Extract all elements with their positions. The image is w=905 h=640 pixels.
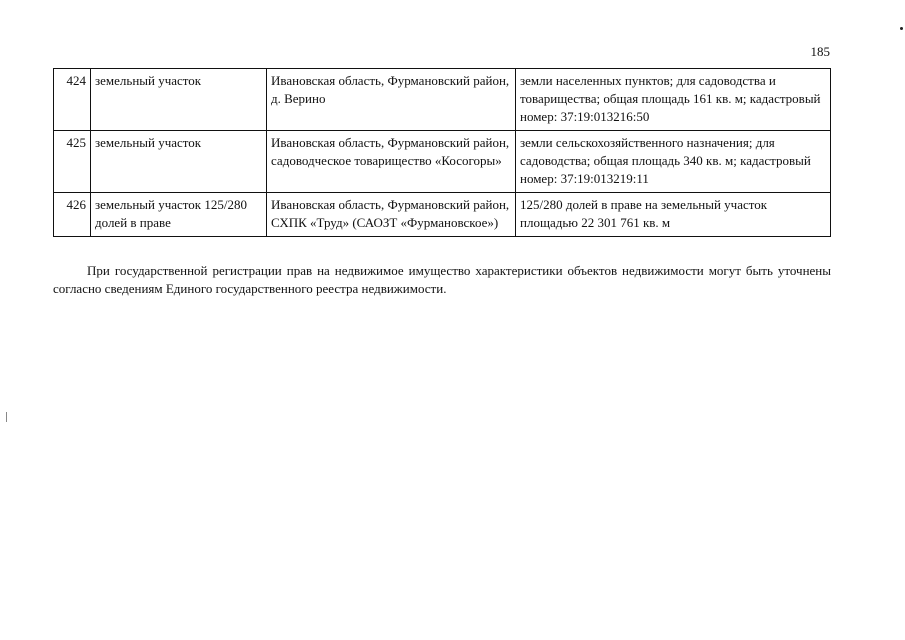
table-row bbox=[54, 131, 831, 193]
object-type: земельный участок bbox=[91, 131, 267, 193]
table-row bbox=[54, 193, 831, 237]
property-table bbox=[53, 68, 831, 237]
page-number: 185 bbox=[810, 44, 830, 59]
row-number: 425 bbox=[54, 131, 91, 193]
scan-speck bbox=[900, 27, 903, 30]
object-type: земельный участок bbox=[91, 69, 267, 131]
object-address: Ивановская область, Фурмановский район, д. Верино bbox=[267, 69, 516, 131]
object-description: земли сельскохозяйственного назначения; для садоводства; общая площадь 340 кв. м; кадастровый номер: 37:19:013219:11 bbox=[516, 131, 831, 193]
row-number: 426 bbox=[54, 193, 91, 237]
row-number: 424 bbox=[54, 69, 91, 131]
object-address: Ивановская область, Фурмановский район, СХПК «Труд» (САОЗТ «Фурмановское») bbox=[267, 193, 516, 237]
table-row bbox=[54, 69, 831, 131]
registration-note: При государственной регистрации прав на недвижимое имущество характеристики объектов недвижимости могут быть уточнены согласно сведениям Единого государственного реестра недвижимости. bbox=[53, 263, 831, 296]
object-description: 125/280 долей в праве на земельный участок площадью 22 301 761 кв. м bbox=[516, 193, 831, 237]
scan-mark bbox=[6, 412, 7, 422]
object-address: Ивановская область, Фурмановский район, садоводческое товарищество «Косогоры» bbox=[267, 131, 516, 193]
object-description: земли населенных пунктов; для садоводства и товарищества; общая площадь 161 кв. м; кадастровый номер: 37:19:013216:50 bbox=[516, 69, 831, 131]
object-type: земельный участок 125/280 долей в праве bbox=[91, 193, 267, 237]
